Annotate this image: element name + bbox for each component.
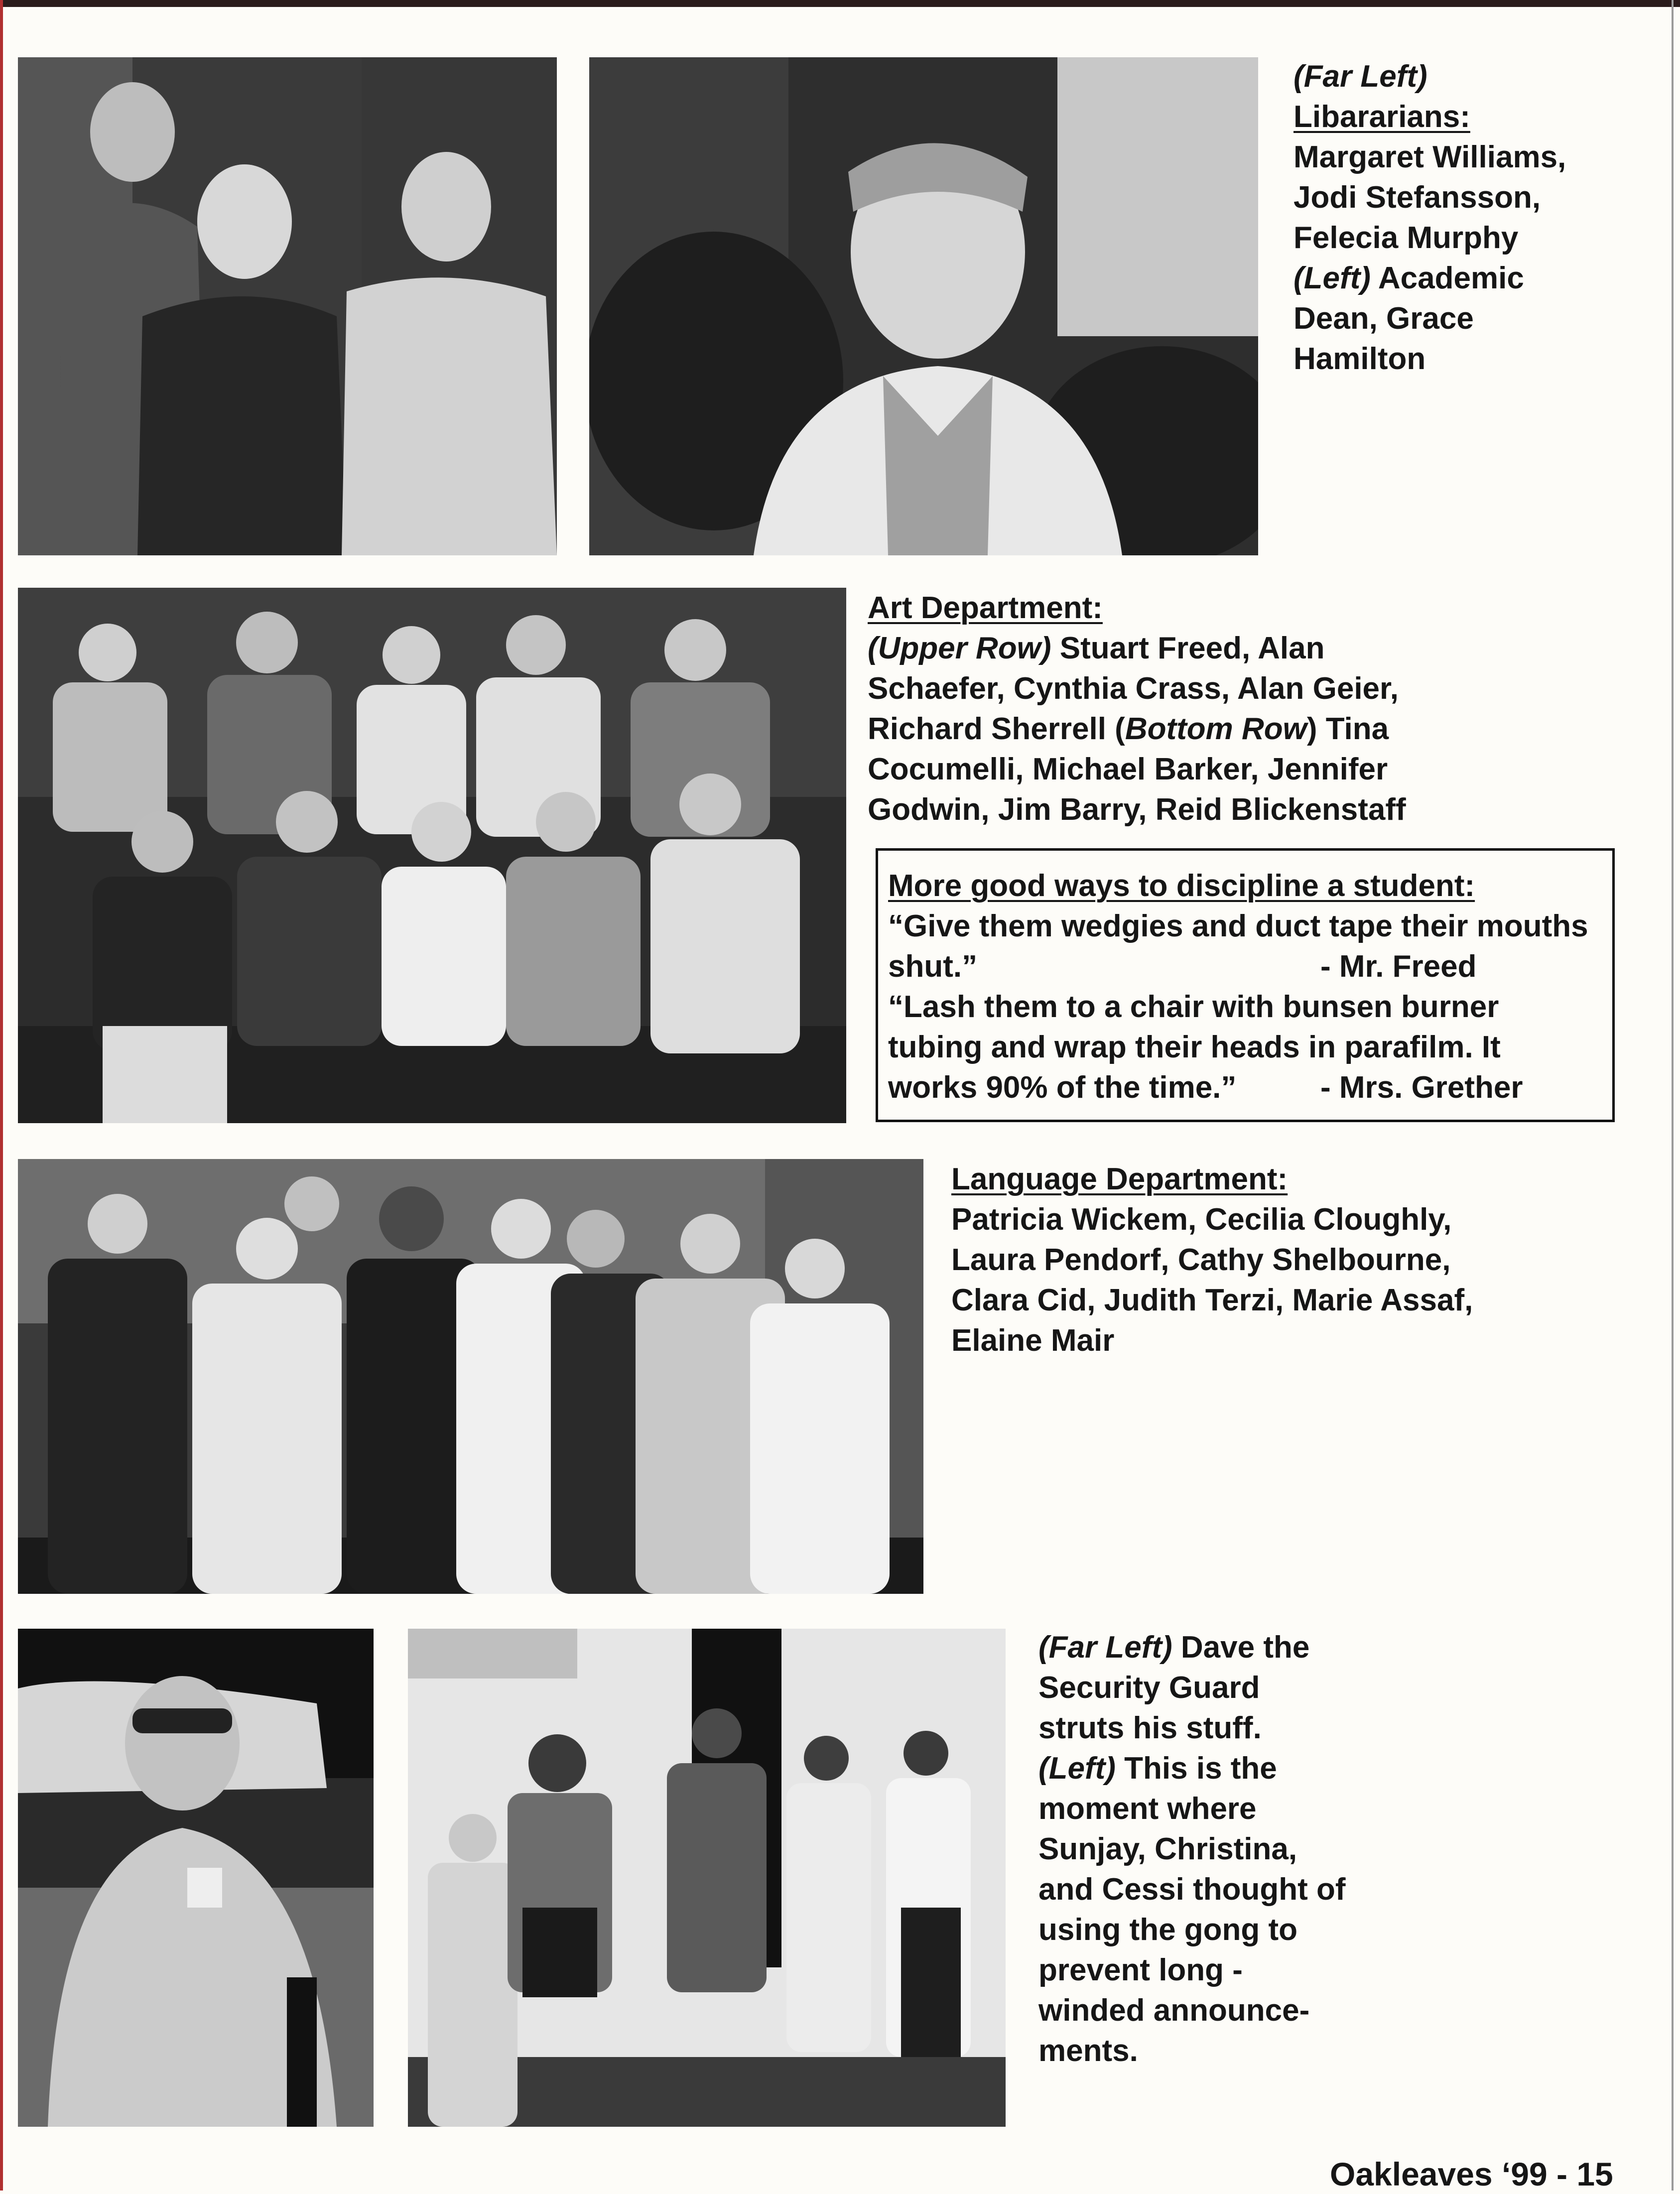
art-caption-line xyxy=(868,709,1406,749)
left-label: (Left) xyxy=(1293,261,1371,295)
art-department-photo xyxy=(18,588,846,1123)
security-caption xyxy=(1038,1627,1346,2071)
security-caption-line: struts his stuff. xyxy=(1038,1711,1262,1745)
librarians-name-line: Jodi Stefansson, xyxy=(1293,180,1541,215)
security-caption-text: Dave the xyxy=(1172,1630,1310,1665)
language-caption-line: Clara Cid, Judith Terzi, Marie Assaf, xyxy=(951,1283,1473,1317)
quote-line: works 90% of the time.” xyxy=(888,1070,1237,1105)
quote-heading: More good ways to discipline a student: xyxy=(888,869,1475,903)
quote-line: “Give them wedgies and duct tape their mouths xyxy=(888,909,1588,943)
gong-caption-line: prevent long - xyxy=(1038,1953,1243,1987)
language-caption-line: Patricia Wickem, Cecilia Cloughly, xyxy=(951,1202,1452,1237)
gong-caption-line xyxy=(1038,1748,1346,1789)
language-caption-line: Elaine Mair xyxy=(951,1323,1115,1358)
dean-caption-line xyxy=(1293,258,1566,298)
gong-caption-line: and Cessi thought of xyxy=(1038,1872,1346,1907)
art-caption-text: Richard Sherrell ( xyxy=(868,712,1125,746)
art-caption-line: Godwin, Jim Barry, Reid Blickenstaff xyxy=(868,792,1406,827)
art-caption-line: Cocumelli, Michael Barker, Jennifer xyxy=(868,752,1388,786)
language-department-photo xyxy=(18,1159,923,1594)
gong-caption-text: This is the xyxy=(1115,1751,1277,1786)
dean-name-line: Hamilton xyxy=(1293,342,1426,376)
security-guard-photo xyxy=(18,1629,374,2127)
page-right-edge xyxy=(1672,0,1674,2191)
gong-caption-line: using the gong to xyxy=(1038,1913,1298,1947)
gong-caption-line: ments. xyxy=(1038,2034,1138,2068)
left-label: (Left) xyxy=(1038,1751,1116,1786)
quote-attribution-row xyxy=(888,1067,1612,1108)
security-caption-line: Security Guard xyxy=(1038,1671,1260,1705)
far-left-label: (Far Left) xyxy=(1293,59,1427,94)
language-department-caption xyxy=(951,1159,1473,1361)
art-caption-text: Stuart Freed, Alan xyxy=(1051,631,1325,665)
language-department-heading: Language Department: xyxy=(951,1162,1288,1196)
librarians-name-line: Margaret Williams, xyxy=(1293,140,1566,174)
art-caption-line xyxy=(868,628,1406,668)
far-left-label: (Far Left) xyxy=(1038,1630,1172,1665)
dean-caption-text: Academic xyxy=(1370,261,1524,295)
quote-attribution-row xyxy=(888,946,1612,987)
quote-line: shut.” xyxy=(888,949,978,984)
art-department-heading: Art Department: xyxy=(868,591,1103,625)
quote-attribution: - Mr. Freed xyxy=(1320,949,1477,984)
gong-moment-photo xyxy=(408,1629,1006,2127)
art-caption-text: ) Tina xyxy=(1306,712,1389,746)
librarians-heading: Libararians: xyxy=(1293,100,1470,134)
quote-line: tubing and wrap their heads in parafilm. It xyxy=(888,1030,1501,1064)
art-department-caption xyxy=(868,588,1406,830)
page-top-edge xyxy=(0,0,1680,7)
bottom-row-label: Bottom Row xyxy=(1125,712,1307,746)
upper-row-label: (Upper Row) xyxy=(868,631,1051,665)
security-caption-line xyxy=(1038,1627,1346,1668)
page-footer: Oakleaves ‘99 - 15 xyxy=(1330,2156,1613,2193)
librarians-photo xyxy=(18,57,557,555)
librarians-name-line: Felecia Murphy xyxy=(1293,221,1519,255)
art-caption-line: Schaefer, Cynthia Crass, Alan Geier, xyxy=(868,671,1399,706)
gong-caption-line: moment where xyxy=(1038,1792,1257,1826)
quote-line: “Lash them to a chair with bunsen burner xyxy=(888,990,1499,1024)
quote-attribution: - Mrs. Grether xyxy=(1320,1070,1523,1105)
gong-caption-line: winded announce- xyxy=(1038,1993,1310,2028)
page-left-edge xyxy=(0,0,3,2191)
librarians-caption xyxy=(1293,56,1566,379)
language-caption-line: Laura Pendorf, Cathy Shelbourne, xyxy=(951,1243,1451,1277)
gong-caption-line: Sunjay, Christina, xyxy=(1038,1832,1297,1866)
dean-name-line: Dean, Grace xyxy=(1293,301,1474,336)
academic-dean-photo xyxy=(589,57,1258,555)
discipline-quote-box xyxy=(876,848,1615,1122)
